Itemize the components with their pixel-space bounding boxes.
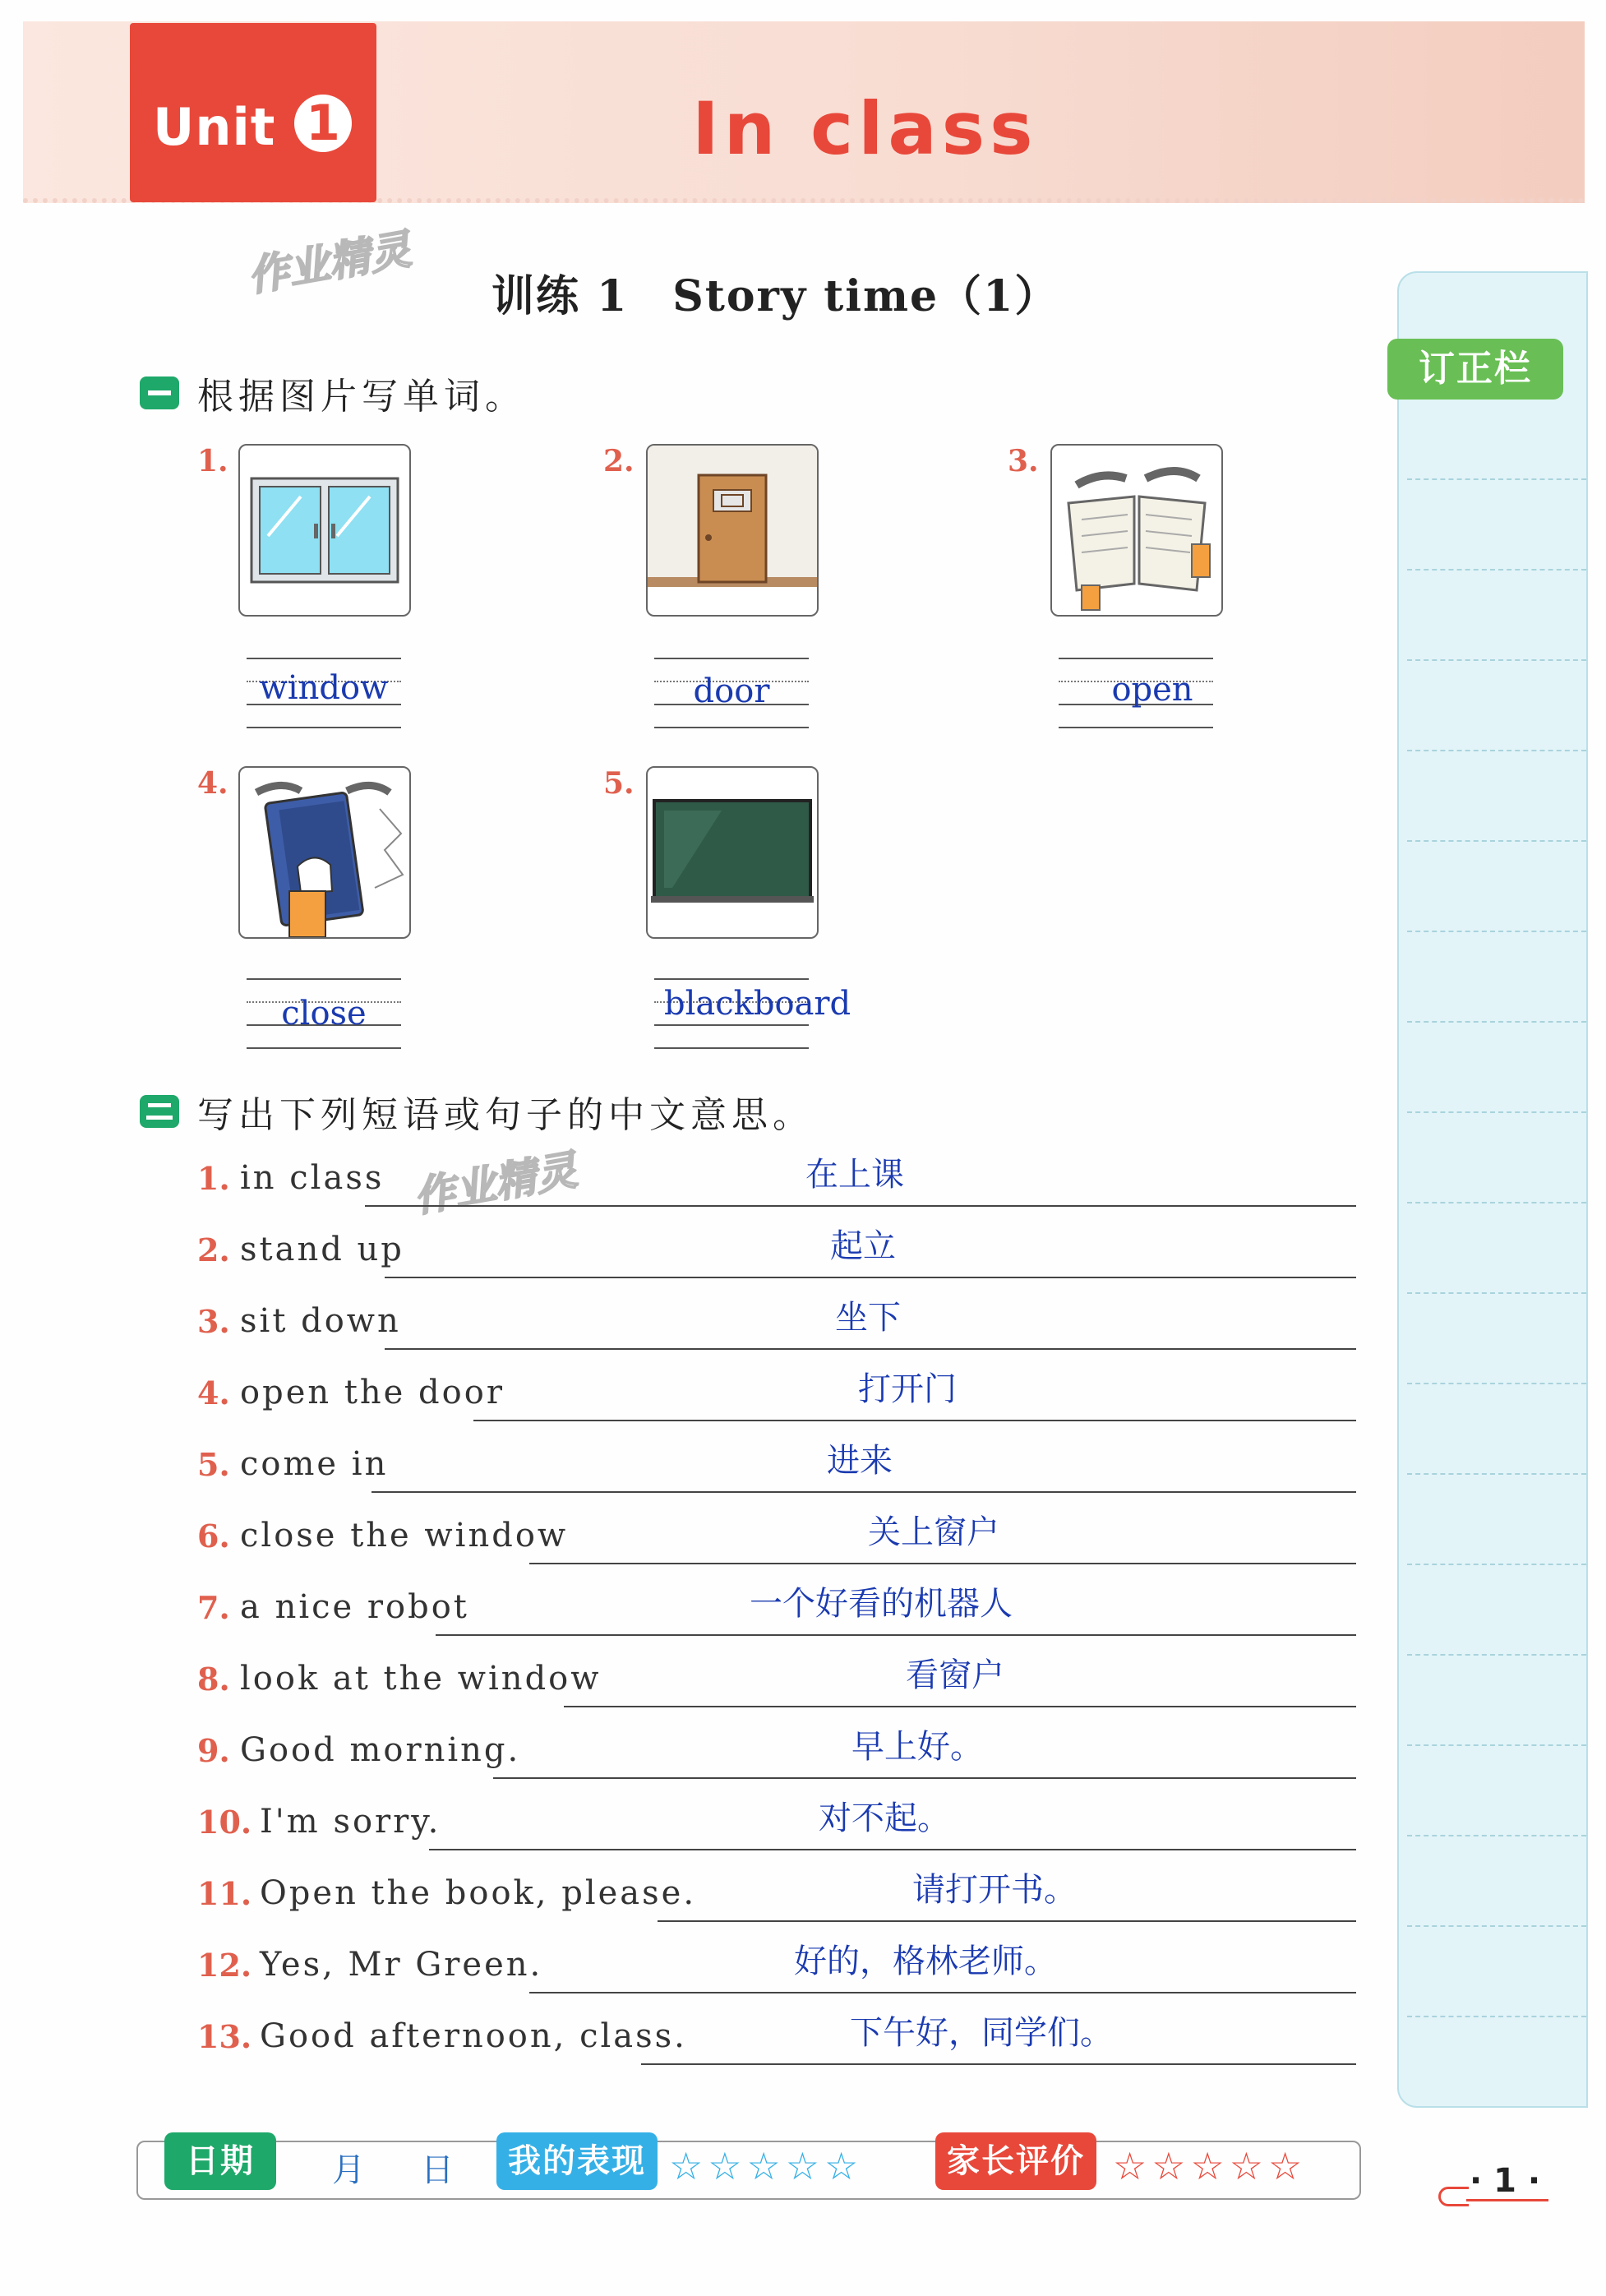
answer-line <box>436 1634 1356 1636</box>
lesson-title: 训练 1 Story time（1） <box>491 271 1059 321</box>
answer-text: 进来 <box>827 1442 893 1480</box>
phrase: I'm sorry. <box>260 1803 441 1841</box>
answer-lines <box>247 658 401 728</box>
phrase: Good afternoon, class. <box>260 2017 687 2055</box>
unit-title: In class <box>692 86 1038 171</box>
item-number: 12. <box>197 1947 252 1984</box>
answer-lines <box>1059 658 1213 728</box>
item-number: 1. <box>197 444 228 478</box>
answer-text: 打开门 <box>858 1370 957 1408</box>
answer-text: 请打开书。 <box>912 1871 1077 1909</box>
item-number: 1. <box>197 1160 230 1197</box>
item-number: 4. <box>197 1374 230 1411</box>
answer-lines <box>654 658 809 728</box>
correction-label: 订正栏 <box>1387 339 1563 400</box>
phrase: sit down <box>240 1302 401 1340</box>
answer-line <box>385 1348 1356 1350</box>
answer-lines <box>654 978 851 1049</box>
section2-heading <box>140 1085 814 1138</box>
month-label: 月 <box>332 2151 365 2189</box>
item-number: 3. <box>197 1303 230 1340</box>
phrase: in class <box>240 1159 385 1197</box>
item-number: 2. <box>197 1231 230 1268</box>
parent-star-rating[interactable]: ☆☆☆☆☆ <box>1113 2144 1308 2188</box>
section-two-icon <box>140 1095 179 1128</box>
answer-text: 一个好看的机器人 <box>750 1585 1013 1623</box>
answer-text: 对不起。 <box>819 1799 950 1837</box>
section-one-icon <box>140 377 179 409</box>
phrase: stand up <box>240 1231 404 1268</box>
phrase: look at the window <box>240 1660 602 1698</box>
item-number: 8. <box>197 1661 230 1698</box>
phrase: come in <box>240 1445 389 1483</box>
answer-line <box>372 1491 1356 1493</box>
section2-heading-text: 写出下列短语或句子的中文意思。 <box>197 1094 814 1136</box>
item-number: 2. <box>603 444 635 478</box>
answer-line <box>564 1706 1356 1707</box>
answer-line <box>529 1992 1356 1993</box>
translation-row <box>197 1730 1356 1779</box>
item-number: 5. <box>603 766 635 801</box>
translation-row <box>197 1587 1356 1636</box>
answer-text: 在上课 <box>805 1156 904 1194</box>
section1-heading-text: 根据图片写单词。 <box>197 376 526 418</box>
item-number: 13. <box>197 2018 252 2055</box>
translation-row <box>197 1444 1356 1493</box>
answer-text: close <box>281 995 367 1033</box>
translation-row <box>197 1515 1356 1564</box>
item-number: 9. <box>197 1732 230 1769</box>
item-number: 6. <box>197 1518 230 1555</box>
answer-line <box>641 2063 1356 2065</box>
page-number-value: 1 <box>1493 2162 1516 2200</box>
parent-review-label: 家长评价 <box>935 2132 1096 2190</box>
answer-text: 坐下 <box>835 1299 901 1337</box>
answer-text: blackboard <box>664 985 851 1023</box>
answer-text: 下午好，同学们。 <box>850 2014 1113 2052</box>
translation-row <box>197 2016 1356 2065</box>
translation-row <box>197 1300 1356 1350</box>
unit-number: 1 <box>294 95 352 152</box>
item-number: 10. <box>197 1804 252 1841</box>
answer-line <box>529 1563 1356 1564</box>
performance-star-rating[interactable]: ☆☆☆☆☆ <box>669 2144 864 2188</box>
translation-row <box>197 1157 1356 1207</box>
watermark-logo: 作业精灵 <box>244 225 415 301</box>
answer-text: open <box>1111 671 1193 709</box>
answer-text: 看窗户 <box>906 1656 1004 1694</box>
closing-book-icon <box>238 766 411 939</box>
answer-line <box>473 1420 1356 1421</box>
phrase: close the window <box>240 1517 569 1555</box>
window-icon <box>238 444 411 617</box>
item-number: 4. <box>197 766 228 801</box>
translation-row <box>197 1944 1356 1993</box>
answer-line <box>385 1277 1356 1278</box>
phrase: Yes, Mr Green. <box>260 1946 543 1984</box>
phrase: open the door <box>240 1374 505 1411</box>
watermark-logo: 作业精灵 <box>410 1146 581 1222</box>
answer-text: 关上窗户 <box>868 1513 999 1551</box>
answer-text: door <box>693 672 770 710</box>
phrase: Good morning. <box>240 1731 521 1769</box>
open-book-icon <box>1050 444 1223 617</box>
item-number: 5. <box>197 1446 230 1483</box>
translation-row <box>197 1801 1356 1850</box>
phrase: a nice robot <box>240 1588 469 1626</box>
item-number: 3. <box>1008 444 1039 478</box>
day-label: 日 <box>421 2151 454 2189</box>
answer-lines <box>247 978 401 1049</box>
section1-heading <box>140 367 526 419</box>
translation-row <box>197 1658 1356 1707</box>
answer-line <box>493 1777 1356 1779</box>
phrase: Open the book, please. <box>260 1874 697 1912</box>
blackboard-icon <box>646 766 819 939</box>
answer-line <box>658 1920 1356 1922</box>
correction-column <box>1397 271 1588 2108</box>
unit-label: Unit <box>153 97 276 157</box>
answer-text: window <box>259 669 389 707</box>
door-icon <box>646 444 819 617</box>
item-number: 11. <box>197 1875 252 1912</box>
answer-text: 早上好。 <box>851 1728 983 1766</box>
answer-text: 起立 <box>830 1227 896 1265</box>
date-label: 日期 <box>164 2132 276 2190</box>
answer-line <box>429 1849 1356 1850</box>
answer-text: 好的，格林老师。 <box>794 1943 1057 1980</box>
item-number: 7. <box>197 1589 230 1626</box>
translation-row <box>197 1873 1356 1922</box>
translation-row <box>197 1229 1356 1278</box>
answer-line <box>365 1205 1356 1207</box>
translation-row <box>197 1372 1356 1421</box>
my-performance-label: 我的表现 <box>496 2132 658 2190</box>
page-number: · 1 · <box>1470 2162 1541 2200</box>
